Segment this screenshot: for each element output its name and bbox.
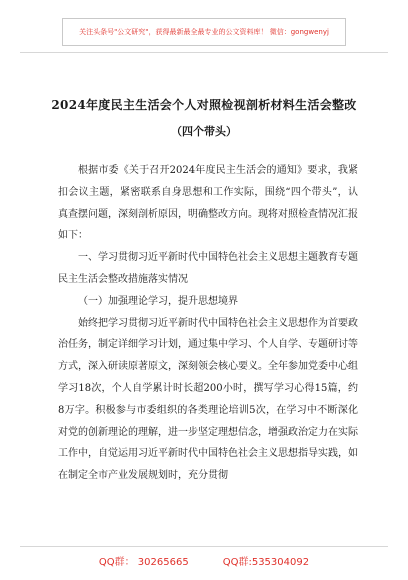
paragraph-study: 始终把学习贯彻习近平新时代中国特色社会主义思想作为首要政治任务，制定详细学习计划，通过集中学习、个人自学、专题研讨等方式，深入研读原著原文，深刻领会核心要义。全年参加党委中心组学习18次，个人自学累计时长超200小时，撰写学习心得15篇，约8万字。积极参与市委组织的各类理论培训5次，在学习中不断深化对党的创新理论的理解，进一步坚定理想信念，增强政治定力在实际工作中，自觉运用习近平新时代中国特色社会主义思想指导实践，如在制定全市产业发展规划时，充分贯彻 <box>58 317 358 482</box>
footer-contacts <box>0 553 408 568</box>
section-heading: 一、学习贯彻习近平新时代中国特色社会主义思想主题教育专题民主生活会整改措施落实情况 <box>58 252 358 285</box>
footer-qq-group-2: QQ群:535304092 <box>222 557 310 568</box>
document-body <box>58 160 358 487</box>
footer-divider <box>20 546 388 547</box>
header-notice: 关注头条号"公文研究"，获得最新最全最专业的公文资料库！ 微信：gongwenyj <box>79 28 329 36</box>
header-divider <box>20 52 388 53</box>
paragraph-intro: 根据市委《关于召开2024年度民主生活会的通知》要求，我紧扣会议主题，紧密联系自身思想和工作实际，围绕“四个带头”，认真查摆问题，深刻剖析原因，明确整改方向。现将对照检查情况汇报如下： <box>58 165 358 242</box>
footer-qq-group-1: QQ群： 30265665 <box>98 557 189 568</box>
document-title: 2024年度民主生活会个人对照检视剖析材料生活会整改 <box>51 98 357 112</box>
header-notice-box <box>62 18 346 46</box>
document-subtitle: （四个带头） <box>171 125 237 138</box>
subsection-heading: （一）加强理论学习，提升思想境界 <box>78 295 238 307</box>
